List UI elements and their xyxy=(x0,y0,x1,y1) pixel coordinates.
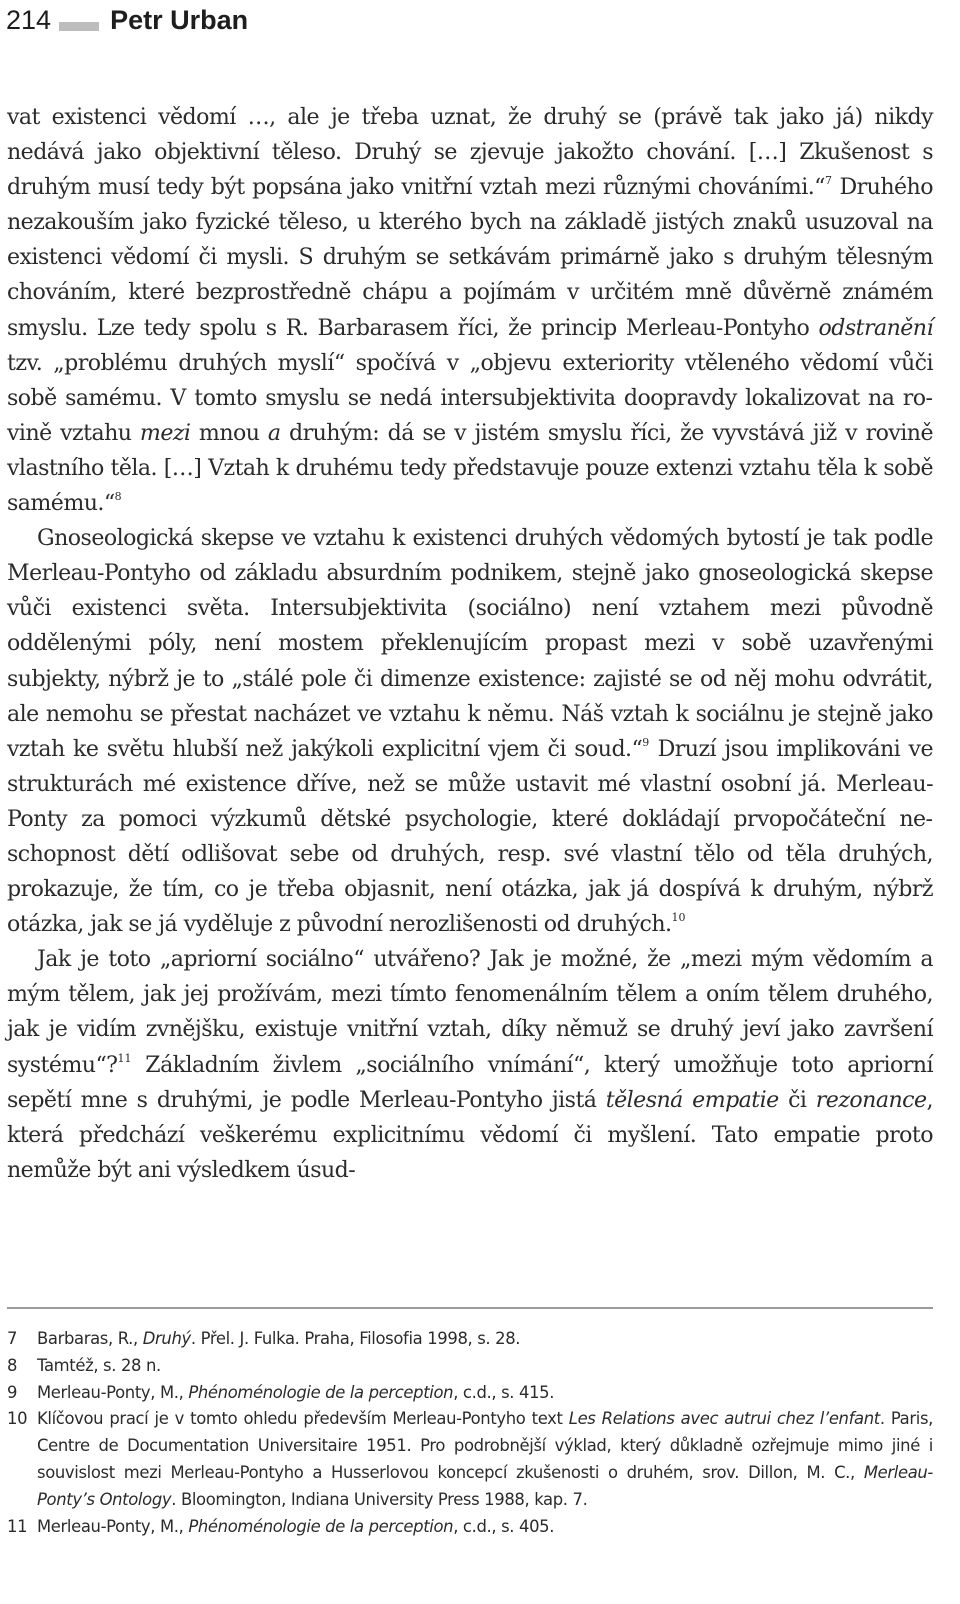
footnote-number: 11 xyxy=(7,1516,28,1536)
footnote-ref-8: 8 xyxy=(114,490,122,504)
paragraph-3: Jak je toto „apriorní sociálno“ utvářeno? Jak je možné, že „mezi mým vědomím a mým tělem, jak jej prožívám, mezi tímto fenomenálním tělem a oním tělem druhého, jak je vidím zvnějšku, existuje vnitřní vztah, díky němuž se druhý jeví jako završení systému“?$^{11}$ Základním živlem „sociálního vnímání“, který umožňuje toto apriorní sepětí mne s druhými, je podle Merleau-Pontyho jistá tělesná empatie či rezonance, která předchází veškerému explicitnímu vědomí či myšlení. Tato empatie proto nemůže být ani výsledkem úsud- xyxy=(7,946,933,1183)
page-number: 214 xyxy=(6,4,52,35)
footnote-ref-11: 11 xyxy=(117,1051,132,1065)
running-header xyxy=(6,0,248,40)
footnote-ref-7: 7 xyxy=(824,174,832,188)
footnote-11 xyxy=(7,1514,933,1541)
body-text xyxy=(7,100,933,1188)
footnote-text: Merleau-Ponty, M., Phénoménologie de la perception, c.d., s. 405. xyxy=(37,1516,555,1536)
footnote-text: Merleau-Ponty, M., Phénoménologie de la perception, c.d., s. 415. xyxy=(37,1382,555,1402)
footnotes xyxy=(7,1326,933,1540)
header-divider-bar xyxy=(59,22,99,31)
footnote-text: Tamtéž, s. 28 n. xyxy=(37,1355,161,1375)
footnote-number: 8 xyxy=(7,1355,18,1375)
running-author: Petr Urban xyxy=(110,4,249,35)
footnote-9 xyxy=(7,1380,933,1407)
footnote-7 xyxy=(7,1326,933,1353)
footnote-separator xyxy=(7,1307,933,1309)
footnote-text: Klíčovou prací je v tomto ohledu především Merleau-Pontyho text Les Relations avec autrui chez l’enfant. Paris, Centre de Documentation Universitaire 1951. Pro podrobnější výklad, který důkladně ozřejmuje mimo jiné i souvislost mezi Merleau-Pontyho a Husserlovou koncepcí zkušenosti o druhém, srov. Dillon, M. C., Merleau-Ponty’s Ontology. Bloomington, Indiana University Press 1988, kap. 7. xyxy=(37,1409,933,1509)
paragraph-1: vat existenci vědomí …, ale je třeba uznat, že druhý se (právě tak jako já) nikdy nedává jako objektivní těleso. Druhý se zjevuje jakožto chování. […] Zkušenost s druhým musí tedy být popsána jako vnitřní vztah mezi různými chováními.“$^7$ Druhého nezakouším jako fyzické těleso, u kterého bych na základě jistých znaků usuzoval na existenci vědomí či mysli. S druhým se setkávám primárně jako s druhým tělesným chováním, které bezprostředně chápu a pojímám v určitém mně důvěrně známém smyslu. Lze tedy spolu s R. Barbarasem říci, že princip Merleau-Pontyho odstranění tzv. „problému druhých myslí“ spočívá v „objevu exteriority vtěleného vědomí vůči sobě samému. V tomto smyslu se nedá intersubjektivita doopravdy lokalizovat na rovině vztahu mezi mnou a druhým: dá se v jistém smyslu říci, že vyvstává již v rovině vlastního těla. […] Vztah k druhému tedy představuje pouze extenzi vztahu těla k sobě samému.“$^8$ xyxy=(7,104,933,517)
footnote-8 xyxy=(7,1353,933,1380)
footnote-number: 7 xyxy=(7,1329,18,1348)
footnote-ref-9: 9 xyxy=(642,735,650,749)
footnote-text: Barbaras, R., Druhý. Přel. J. Fulka. Praha, Filosofia 1998, s. 28. xyxy=(37,1329,521,1348)
footnote-ref-10: 10 xyxy=(671,911,686,925)
footnote-number: 10 xyxy=(7,1409,28,1429)
footnote-10 xyxy=(7,1406,933,1513)
footnote-number: 9 xyxy=(7,1382,18,1402)
paragraph-2: Gnoseologická skepse ve vztahu k existenci druhých vědomých bytostí je tak podle Merleau-Pontyho od základu absurdním podnikem, stejně jako gnoseologická skepse vůči existenci světa. Intersubjektivita (sociálno) není vztahem mezi původně oddělenými póly, není mostem překlenujícím propast mezi v sobě uzavřenými subjekty, nýbrž je to „stálé pole či dimenze existence: zajisté se od něj mohu odvrátit, ale nemohu se přestat nacházet ve vztahu k němu. Náš vztah k sociálnu je stejně jako vztah ke světu hlubší než jakýkoli explicitní vjem či soud.“$^9$ Druzí jsou implikováni ve strukturách mé existence dříve, než se může ustavit mé vlastní osobní já. Merleau-Ponty za pomoci výzkumů dětské psychologie, které dokládají prvopočáteční neschopnost dětí odlišovat sebe od druhých, resp. své vlastní tělo od těla druhých, prokazuje, že tím, co je třeba objasnit, není otázka, jak já dospívá k druhým, nýbrž otázka, jak se já vyděluje z původní nerozlišenosti od druhých.$^{10}$ xyxy=(7,525,933,938)
